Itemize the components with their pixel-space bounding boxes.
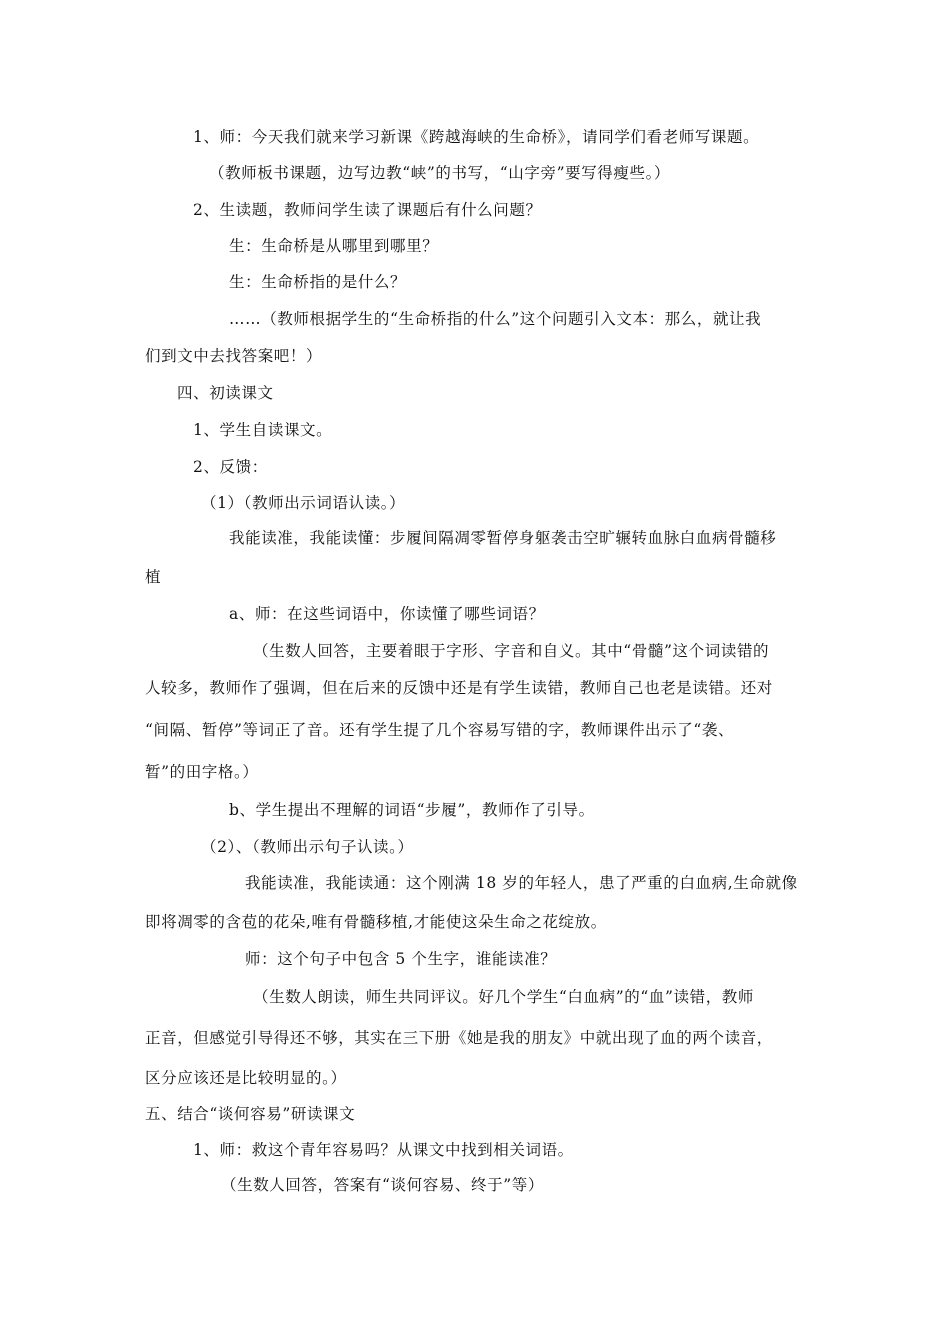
text-line: （1）（教师出示词语认读。）	[201, 494, 406, 512]
text-line: a、师：在这些词语中，你读懂了哪些词语？	[229, 605, 545, 623]
text-line: 师：这个句子中包含 5 个生字，谁能读准？	[245, 950, 557, 968]
text-line: 正音，但感觉引导得还不够，其实在三下册《她是我的朋友》中就出现了血的两个读音，	[145, 1029, 773, 1047]
text-line: 1、学生自读课文。	[193, 421, 333, 439]
text-line: （2）、（教师出示句子认读。）	[201, 838, 414, 856]
text-line: ……（教师根据学生的“生命桥指的什么”这个问题引入文本：那么，就让我	[229, 310, 762, 328]
text-line: 人较多，教师作了强调，但在后来的反馈中还是有学生读错，教师自己也老是读错。还对	[145, 679, 773, 697]
text-line: 植	[145, 568, 162, 586]
text-line: b、学生提出不理解的词语“步履”，教师作了引导。	[229, 801, 595, 819]
text-line: （生数人回答，主要着眼于字形、字音和自义。其中“骨髓”这个词读错的	[253, 642, 770, 660]
text-line: 2、反馈：	[193, 458, 268, 476]
text-line: 生：生命桥指的是什么？	[229, 273, 407, 291]
section-heading: 五、结合“谈何容易”研读课文	[145, 1105, 356, 1123]
text-line: 暂”的田字格。）	[145, 763, 259, 781]
text-line: 1、师：今天我们就来学习新课《跨越海峡的生命桥》，请同学们看老师写课题。	[193, 128, 760, 146]
text-line: 区分应该还是比较明显的。）	[145, 1069, 347, 1087]
section-heading: 四、初读课文	[177, 384, 274, 402]
text-line: “间隔、暂停”等词正了音。还有学生提了几个容易写错的字，教师课件出示了“袭、	[145, 721, 735, 739]
text-line: 们到文中去找答案吧！）	[145, 347, 323, 365]
text-line: 生：生命桥是从哪里到哪里？	[229, 237, 439, 255]
text-line: 1、师：救这个青年容易吗？从课文中找到相关词语。	[193, 1141, 574, 1159]
text-line: 2、生读题，教师问学生读了课题后有什么问题？	[193, 201, 542, 219]
text-line: 即将凋零的含苞的花朵,唯有骨髓移植,才能使这朵生命之花绽放。	[145, 913, 607, 931]
text-line: （生数人朗读，师生共同评议。好几个学生“白血病”的“血”读错，教师	[253, 988, 754, 1006]
text-line: （生数人回答，答案有“谈何容易、终于”等）	[221, 1176, 544, 1194]
text-line: 我能读准，我能读通：这个刚满 18 岁的年轻人，患了严重的白血病,生命就像	[245, 874, 798, 892]
text-line: （教师板书课题，边写边教“峡”的书写，“山字旁”要写得瘦些。）	[209, 164, 671, 182]
text-line: 我能读准，我能读懂：步履间隔凋零暂停身躯袭击空旷辗转血脉白血病骨髓移	[229, 529, 777, 547]
